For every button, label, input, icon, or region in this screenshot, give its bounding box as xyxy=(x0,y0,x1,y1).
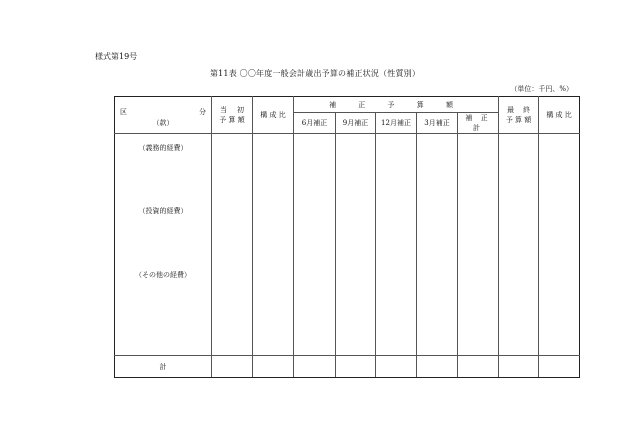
total-cell-initial-budget[interactable] xyxy=(212,356,253,378)
form-number: 様式第19号 xyxy=(95,52,138,61)
header-september-supplementary: 9月補正 xyxy=(336,113,376,134)
header-initial-budget-char-a: 当 xyxy=(220,106,227,114)
header-class-label-left: 区 xyxy=(120,107,127,116)
body-cell-composition-ratio-2[interactable] xyxy=(539,134,580,356)
header-march-supplementary: 3月補正 xyxy=(417,113,458,134)
body-cell-september[interactable] xyxy=(336,134,376,356)
total-label: 計 xyxy=(115,356,212,378)
header-initial-budget-char-b: 初 xyxy=(237,106,244,114)
header-supplementary-total xyxy=(458,113,499,134)
total-cell-september[interactable] xyxy=(336,356,376,378)
header-class-label-right: 分 xyxy=(199,107,206,116)
header-initial-budget xyxy=(212,97,253,134)
header-item-label: （款） xyxy=(152,118,174,127)
total-cell-composition-ratio-2[interactable] xyxy=(539,356,580,378)
header-supplementary-budget xyxy=(294,97,499,113)
header-final-budget xyxy=(499,97,539,134)
header-composition-ratio: 構 成 比 xyxy=(253,97,294,134)
total-cell-june[interactable] xyxy=(294,356,336,378)
budget-table xyxy=(114,96,580,378)
header-class-cell xyxy=(115,97,212,134)
header-final-budget-line2: 予 算 額 xyxy=(505,116,532,124)
category-cell xyxy=(115,134,212,356)
body-cell-composition-ratio[interactable] xyxy=(253,134,294,356)
total-cell-composition-ratio[interactable] xyxy=(253,356,294,378)
body-cell-december[interactable] xyxy=(376,134,417,356)
body-cell-march[interactable] xyxy=(417,134,458,356)
header-december-supplementary: 12月補正 xyxy=(376,113,417,134)
body-cell-final-budget[interactable] xyxy=(499,134,539,356)
header-final-budget-char-a: 最 xyxy=(507,106,515,114)
header-final-budget-char-b: 終 xyxy=(523,106,531,114)
table-title: 第11表 〇〇年度一般会計歳出予算の補正状況（性質別） xyxy=(209,69,421,78)
body-cell-initial-budget[interactable] xyxy=(212,134,253,356)
total-cell-final-budget[interactable] xyxy=(499,356,539,378)
unit-label: （単位：千円、%） xyxy=(510,85,573,93)
total-cell-supplementary-total[interactable] xyxy=(458,356,499,378)
header-composition-ratio-2: 構 成 比 xyxy=(539,97,580,134)
category-investment-expenses: （投資的経費） xyxy=(138,207,188,215)
category-mandatory-expenses: （義務的経費） xyxy=(138,144,188,152)
total-cell-december[interactable] xyxy=(376,356,417,378)
total-cell-march[interactable] xyxy=(417,356,458,378)
body-cell-june[interactable] xyxy=(294,134,336,356)
header-initial-budget-line2: 予 算 額 xyxy=(219,116,245,124)
body-cell-supplementary-total[interactable] xyxy=(458,134,499,356)
category-other-expenses: （その他の経費） xyxy=(135,271,191,279)
header-supplementary-total-label: 補 正 計 xyxy=(465,114,491,132)
header-supplementary-budget-label: 補 正 予 算 額 xyxy=(329,100,463,109)
header-june-supplementary: 6月補正 xyxy=(294,113,336,134)
